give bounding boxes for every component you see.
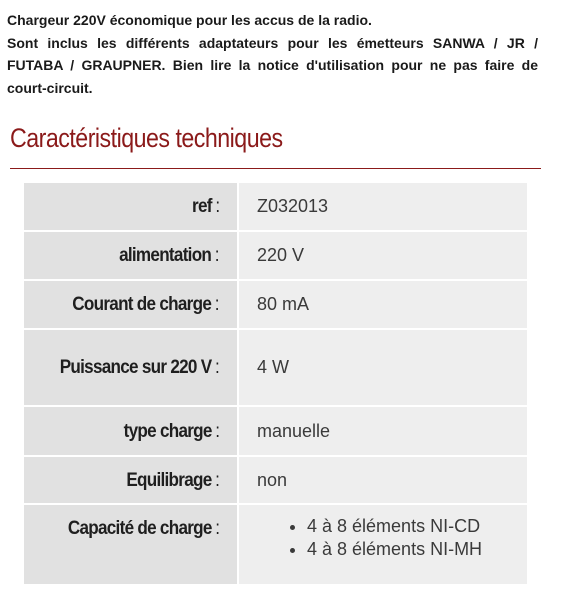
- spec-value: manuelle: [238, 406, 527, 456]
- table-row: [24, 280, 527, 329]
- table-row: [24, 504, 527, 584]
- spec-label: Courant de charge :: [24, 280, 238, 329]
- specs-table: [24, 183, 527, 584]
- spec-label: Capacité de charge :: [24, 504, 238, 584]
- capacity-list: [257, 515, 509, 561]
- spec-value: 4 W: [238, 329, 527, 406]
- spec-label: Equilibrage :: [24, 456, 238, 504]
- product-description: [7, 9, 538, 99]
- list-item: • 4 à 8 éléments NI-MH: [307, 538, 509, 561]
- spec-value: Z032013: [238, 183, 527, 231]
- spec-value: 220 V: [238, 231, 527, 280]
- spec-value: non: [238, 456, 527, 504]
- spec-value: 80 mA: [238, 280, 527, 329]
- table-row: [24, 183, 527, 231]
- description-line-2: Sont inclus les différents adaptateurs pour les émetteurs SANWA / JR / FUTABA / GRAUPNER. Bien lire la notice d'utilisation pour ne pas faire de court-circuit.: [7, 34, 538, 96]
- table-row: [24, 456, 527, 504]
- spec-label: ref :: [24, 183, 238, 231]
- section-title: Caractéristiques techniques: [10, 123, 283, 153]
- description-line-1: Chargeur 220V économique pour les accus de la radio.: [7, 12, 372, 28]
- spec-value: [238, 504, 527, 584]
- title-divider: [10, 168, 541, 169]
- spec-label: Puissance sur 220 V :: [24, 329, 238, 406]
- list-item: • 4 à 8 éléments NI-CD: [307, 515, 509, 538]
- table-row: [24, 231, 527, 280]
- table-row: [24, 329, 527, 406]
- table-row: [24, 406, 527, 456]
- spec-label: alimentation :: [24, 231, 238, 280]
- spec-label: type charge :: [24, 406, 238, 456]
